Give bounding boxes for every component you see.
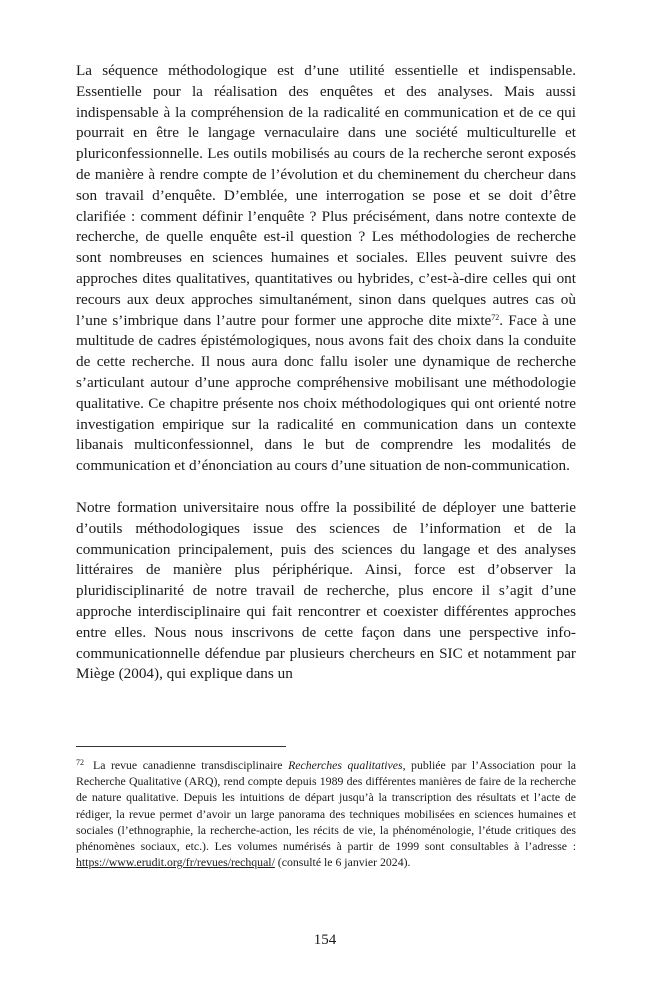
footnote-reference-72[interactable]: 72 [491,312,500,322]
paragraph-training: Notre formation universitaire nous offre la possibilité de déployer une batterie d’outils méthodologiques issue des sciences de l’information et de la communication principalement, puis des sciences du langage et des analyses littéraires de manière plus périphérique. Ainsi, force est d’observer la pluridisciplinarité de notre travail de recherche, plus encore il s’agit d’une approche interdisciplinaire qui fait rencontrer et coexister différentes approches entre elles. Nous nous inscrivons de cette façon dans une perspective info-communicationnelle défendue par plusieurs chercheurs en SIC et notamment par Miège (2004), qui explique dans un [76,498,576,683]
paragraph-1-part-2: . Face à une multitude de cadres épistémologiques, nous avons fait des choix dans la conduite de cette recherche. Il nous aura donc fallu isoler une dynamique de recherche s’articulant autour d’une approche compréhensive mobilisant une méthodologie qualitative. Ce chapitre présente nos choix méthodologiques qui ont orienté notre investigation empirique sur la radicalité en communication dans un contexte libanais multiconfessionnel, dans le but de comprendre les modalités de communication et d’énonciation au cours d’une situation de non-communication. [76,311,576,475]
footnote-text-middle: , publiée par l’Association pour la Recherche Qualitative (ARQ), rend compte depuis 1989 des différentes manières de faire de la recherche de nature qualitative. Depuis les intuitions de départ jusqu’à la transcription des résultats et l’acte de rédiger, la revue permet d’avoir un large panorama des techniques mobilisées en sciences humaines et sociales (l’ethnographie, la recherche-action, les récits de vie, la phénoménologie, l’étude critiques des phénomènes sociaux, etc.). Les volumes numérisés à partir de 1999 sont consultables à l’adresse : [76,758,577,854]
footnote-number: 72 [76,758,84,767]
body-text [76,61,576,685]
paragraph-methodology [76,61,576,477]
footnote-separator [76,746,286,747]
footnote-text-end: (consulté le 6 janvier 2024). [274,855,411,870]
footnote-72 [76,757,576,870]
paragraph-1-part-1: La séquence méthodologique est d’une utilité essentielle et indispensable. Essentielle pour la réalisation des enquêtes et des analyses. Mais aussi indispensable à la compréhension de la radicalité en communication et de ce qui pourrait en être le langage vernaculaire dans une société multiculturelle et pluriconfessionnelle. Les outils mobilisés au cours de la recherche seront exposés de manière à rendre compte de l’évolution et du cheminement du chercheur dans son travail d’enquête. D’emblée, une interrogation se pose et se doit d’être clarifiée : comment définir l’enquête ? Plus précisément, dans notre contexte de recherche, de quelle enquête est-il question ? Les méthodologies de recherche sont nombreuses en sciences humaines et sociales. Elles peuvent suivre des approches dites qualitatives, quantitatives ou hybrides, c’est-à-dire celles qui ont recours aux deux approches simultanément, sinon dans quelques autres cas où l’une s’imbrique dans l’autre pour former une approche dite mixte [76,62,576,329]
page-number: 154 [313,932,337,948]
journal-title: Recherches qualitatives [288,758,403,772]
footnote-text-start: La revue canadienne transdisciplinaire [93,758,289,772]
footnote-url-link[interactable]: https://www.erudit.org/fr/revues/rechqual/ [76,855,275,870]
